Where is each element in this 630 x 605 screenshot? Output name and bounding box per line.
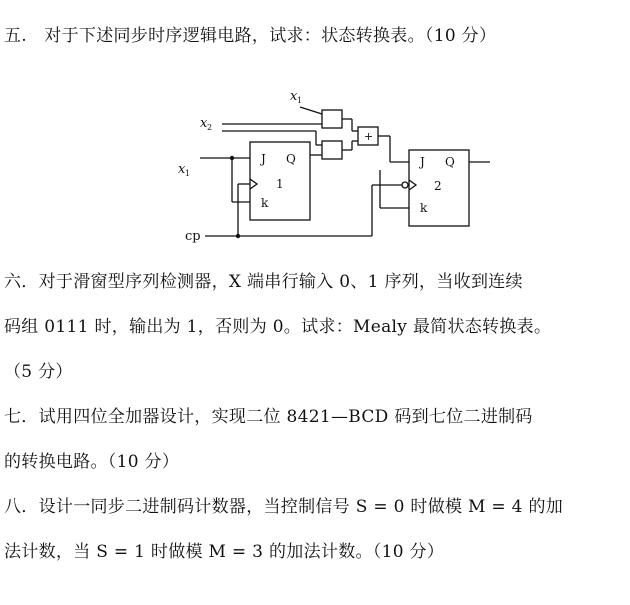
ff2-id-label: 2 [434, 179, 442, 193]
label-x1-top-sub: 1 [297, 96, 303, 105]
ff2-clock-bubble [402, 182, 408, 188]
label-x1-left: x [178, 162, 186, 177]
label-x1-left-sub: 1 [185, 169, 191, 178]
ff1-j-label: J [261, 152, 266, 166]
ff2-q-label: Q [445, 155, 455, 169]
and-gate-1 [322, 110, 342, 128]
label-x1-top: x [290, 89, 298, 104]
logic-circuit-diagram [0, 0, 630, 250]
question-6-line-3: （5 分） [4, 362, 73, 382]
question-8-line-1: 八．设计一同步二进制码计数器，当控制信号 S = 0 时做模 M = 4 的加 [4, 497, 564, 517]
ff1-k-label: k [261, 196, 269, 210]
label-x2-sub: 2 [207, 123, 213, 132]
ff1-q-label: Q [286, 152, 296, 166]
question-6-line-1: 六．对于滑窗型序列检测器，X 端串行输入 0、1 序列，当收到连续 [4, 272, 523, 292]
ff2-j-label: J [420, 155, 425, 169]
question-7-line-1: 七．试用四位全加器设计，实现二位 8421—BCD 码到七位二进制码 [4, 407, 533, 427]
question-6-line-2: 码组 0111 时，输出为 1，否则为 0。试求：Mealy 最简状态转换表。 [4, 317, 552, 337]
question-7-line-2: 的转换电路。（10 分） [4, 452, 180, 472]
question-5-line-1: 五. 对于下述同步时序逻辑电路，试求：状态转换表。（10 分） [4, 26, 497, 46]
ff2-k-label: k [420, 201, 428, 215]
ff1-id-label: 1 [276, 177, 284, 191]
label-cp: cp [185, 229, 201, 244]
or-gate-symbol: + [364, 130, 374, 143]
and-gate-2 [322, 141, 342, 159]
question-8-line-2: 法计数，当 S = 1 时做模 M = 3 的加法计数。（10 分） [4, 542, 445, 562]
label-x2: x [200, 116, 208, 131]
